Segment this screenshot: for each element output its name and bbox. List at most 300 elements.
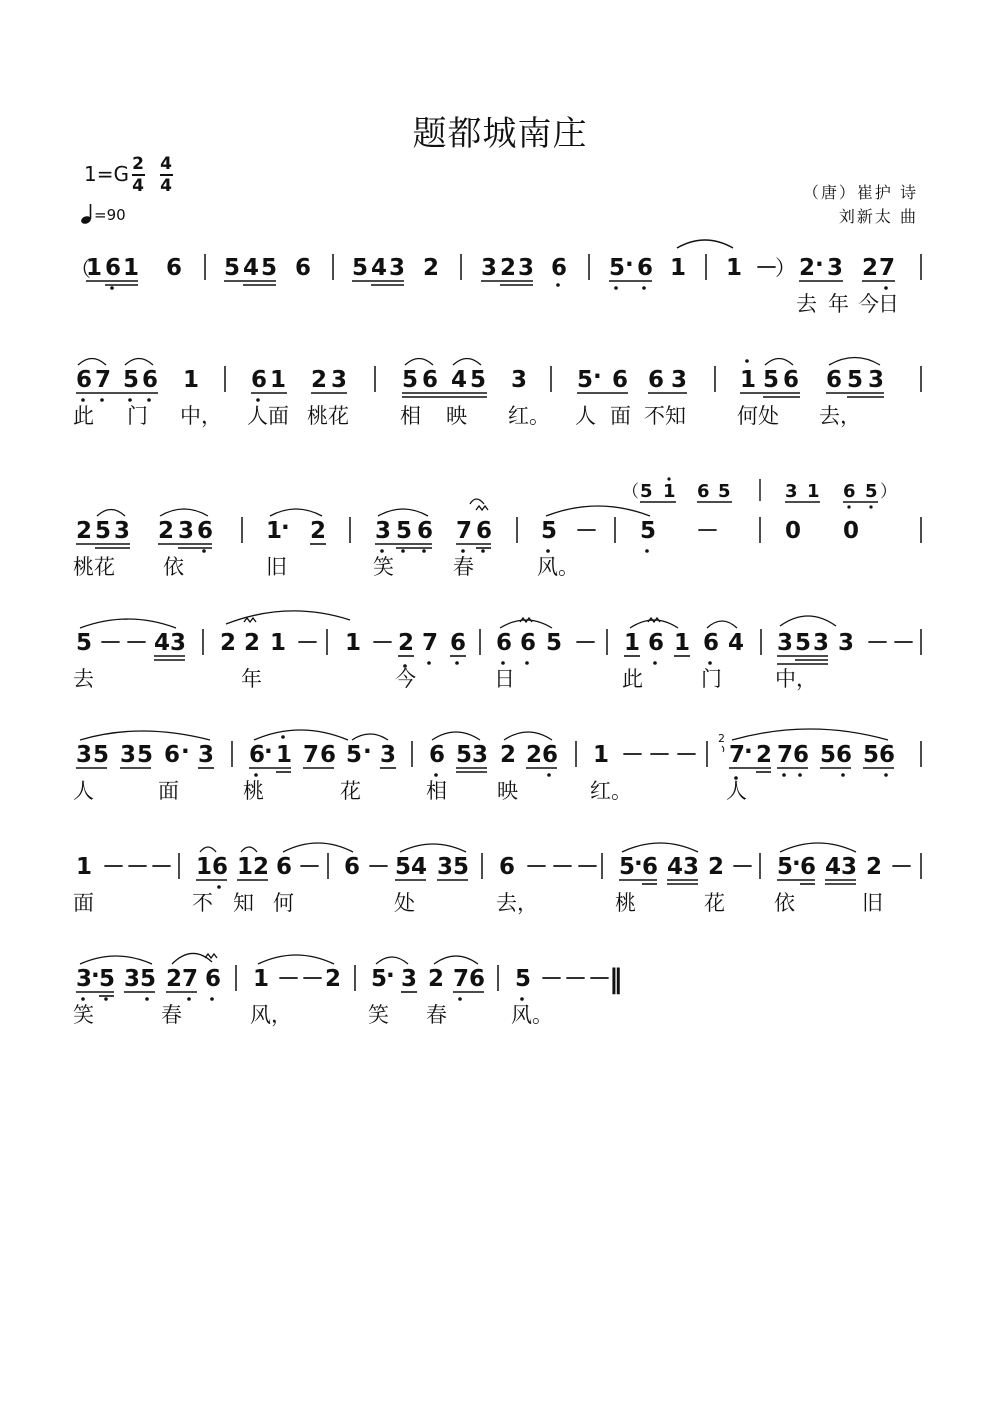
paren-close: ） <box>775 256 796 280</box>
note: 6 <box>648 630 665 656</box>
lyric: 今 <box>395 667 416 691</box>
dash: － <box>575 518 598 544</box>
dash: － <box>301 966 324 992</box>
lyric: 红。 <box>508 404 550 428</box>
note: 5 <box>346 742 363 768</box>
note: 6 <box>612 367 629 393</box>
lyric: 笑 <box>373 555 394 579</box>
dash: － <box>371 630 394 656</box>
slur <box>78 359 106 366</box>
slur <box>270 509 322 516</box>
note: 1 <box>807 481 820 502</box>
note: 5 <box>546 630 563 656</box>
time-signature-denominator: 4 <box>132 176 144 196</box>
dash: － <box>150 854 173 880</box>
low-octave-dot <box>642 286 646 290</box>
note: 7 <box>303 742 320 768</box>
lyric: 春 <box>161 1003 182 1027</box>
note: 6 <box>499 854 516 880</box>
low-octave-dot <box>128 398 132 402</box>
note: 6 <box>648 367 665 393</box>
note: 5 <box>453 854 470 880</box>
note: 6 <box>843 481 856 502</box>
note: 3 <box>481 255 498 281</box>
lyric: 日 <box>494 667 515 691</box>
paren-open: （ <box>70 257 91 281</box>
note: 2 <box>428 966 445 992</box>
low-octave-dot <box>254 773 258 777</box>
time-signature-numerator: 2 <box>132 154 144 174</box>
note: 5 <box>352 255 369 281</box>
dash: － <box>298 854 321 880</box>
slur <box>504 732 552 740</box>
slur <box>765 359 793 366</box>
lyric: 风， <box>250 1003 292 1027</box>
note: 2 <box>526 742 543 768</box>
low-octave-dot <box>546 549 550 553</box>
note: 5 <box>619 854 636 880</box>
note: 6 <box>249 742 266 768</box>
low-octave-dot <box>104 997 108 1001</box>
note: 6 <box>879 742 896 768</box>
lyric: 面 <box>73 891 94 915</box>
low-octave-dot <box>708 661 712 665</box>
note: 7 <box>456 518 473 544</box>
lyric: 红。 <box>590 779 632 803</box>
note: 1 <box>266 518 283 544</box>
low-octave-dot <box>614 286 618 290</box>
low-octave-dot <box>217 885 221 889</box>
note: 5 <box>863 742 880 768</box>
note: 6 <box>422 367 439 393</box>
mordent-icon <box>476 506 488 510</box>
dot: · <box>792 851 801 877</box>
note: 2 <box>325 966 342 992</box>
note: 4 <box>154 630 171 656</box>
note: 3 <box>511 367 528 393</box>
lyric: 去 <box>796 292 817 316</box>
dash: － <box>755 255 778 281</box>
dot: · <box>91 963 100 989</box>
note: 5 <box>95 518 112 544</box>
lyric: 人 <box>726 779 747 803</box>
note: 6 <box>637 255 654 281</box>
note: 3 <box>437 854 454 880</box>
note: 2 <box>756 742 773 768</box>
note: 3 <box>827 255 844 281</box>
note: 1 <box>86 255 103 281</box>
note: 6 <box>642 854 659 880</box>
score-line-3 <box>73 477 921 579</box>
note: 2 <box>310 518 327 544</box>
lyric: 日 <box>878 292 899 316</box>
grace-note: 2 <box>718 732 725 745</box>
lyric: 去 <box>73 667 94 691</box>
lyric: 桃 <box>243 779 264 803</box>
note: 5 <box>640 518 657 544</box>
mordent-icon <box>244 618 256 622</box>
note: 2 <box>500 255 517 281</box>
lyric: 风。 <box>537 555 579 579</box>
note: 1 <box>593 742 610 768</box>
lyric: 映 <box>446 404 467 428</box>
note: 6 <box>783 367 800 393</box>
note: 1 <box>674 630 691 656</box>
score-line-4 <box>73 611 921 692</box>
dot: · <box>593 364 602 390</box>
dot: · <box>815 252 824 278</box>
low-octave-dot <box>884 773 888 777</box>
note: 6 <box>836 742 853 768</box>
low-octave-dot <box>501 661 505 665</box>
note: 3 <box>76 742 93 768</box>
dash: － <box>866 630 889 656</box>
note: 5 <box>763 367 780 393</box>
lyric: 春 <box>426 1003 447 1027</box>
dot: · <box>744 739 753 765</box>
note: 6 <box>205 966 222 992</box>
note: 6 <box>320 742 337 768</box>
paren-close: ） <box>880 482 897 502</box>
note: 2 <box>158 518 175 544</box>
note: 5 <box>396 518 413 544</box>
key-signature: 1=G <box>84 162 129 186</box>
note: 6 <box>197 518 214 544</box>
rest: 0 <box>843 518 860 544</box>
note: 5 <box>640 481 653 502</box>
tempo-value: =90 <box>94 206 126 224</box>
low-octave-dot <box>461 549 465 553</box>
page-title: 题都城南庄 <box>412 114 588 154</box>
note: 6 <box>542 742 559 768</box>
note: 5 <box>456 742 473 768</box>
low-octave-dot <box>401 549 405 553</box>
lyric: 春 <box>453 555 474 579</box>
note: 4 <box>243 255 260 281</box>
slur <box>258 955 334 964</box>
lyric: 映 <box>497 779 518 803</box>
score-line-1 <box>70 240 921 316</box>
dot: · <box>625 252 634 278</box>
lyric: 不知 <box>644 404 686 428</box>
note: 6 <box>429 742 446 768</box>
lyric: 面 <box>610 404 631 428</box>
note: 5 <box>123 367 140 393</box>
high-octave-dot <box>281 735 285 739</box>
lyric: 笑 <box>73 1003 94 1027</box>
low-octave-dot <box>256 398 260 402</box>
note: 2 <box>398 630 415 656</box>
dash: － <box>525 854 548 880</box>
tie <box>677 240 733 248</box>
lyric: 桃花 <box>73 555 115 579</box>
note: 1 <box>670 255 687 281</box>
note: 1 <box>270 367 287 393</box>
note: 6 <box>76 367 93 393</box>
note: 5 <box>795 630 812 656</box>
note: 2 <box>862 255 879 281</box>
note: 1 <box>276 742 293 768</box>
note: 3 <box>683 854 700 880</box>
note: 4 <box>411 854 428 880</box>
note: 7 <box>182 966 199 992</box>
lyric: 笑 <box>368 1003 389 1027</box>
note: 5 <box>99 966 116 992</box>
low-octave-dot <box>380 549 384 553</box>
note: 1 <box>345 630 362 656</box>
note: 2 <box>500 742 517 768</box>
note: 1 <box>726 255 743 281</box>
note: 6 <box>800 854 817 880</box>
time-signature-denominator: 4 <box>160 176 172 196</box>
note: 1 <box>740 367 757 393</box>
score-line-5 <box>73 729 921 803</box>
note: 3 <box>401 966 418 992</box>
note: 3 <box>120 742 137 768</box>
grace-slur <box>722 746 724 752</box>
lyric: 何处 <box>737 404 779 428</box>
low-octave-dot <box>547 773 551 777</box>
low-octave-dot <box>427 661 431 665</box>
note: 7 <box>777 742 794 768</box>
note: 2 <box>708 854 725 880</box>
dash: － <box>99 630 122 656</box>
lyric: 面 <box>158 779 179 803</box>
note: 6 <box>344 854 361 880</box>
high-octave-dot <box>667 477 670 480</box>
lyric: 人面 <box>247 404 289 428</box>
note: 5 <box>577 367 594 393</box>
low-octave-dot <box>645 549 649 553</box>
dash: － <box>576 854 599 880</box>
dash: － <box>588 966 611 992</box>
note: 5 <box>718 481 731 502</box>
lyric: 何 <box>273 891 294 915</box>
tie <box>546 506 650 516</box>
note: 1 <box>624 630 641 656</box>
note: 6 <box>251 367 268 393</box>
low-octave-dot <box>455 661 459 665</box>
note: 2 <box>311 367 328 393</box>
time-signature-numerator: 4 <box>160 154 172 174</box>
low-octave-dot <box>782 773 786 777</box>
slur <box>125 359 153 366</box>
slur <box>453 359 481 366</box>
note: 5 <box>224 255 241 281</box>
lyric: 处 <box>394 891 415 915</box>
low-octave-dot <box>110 286 114 290</box>
low-octave-dot <box>556 283 560 287</box>
note: 6 <box>105 255 122 281</box>
slur <box>200 847 216 852</box>
lyric: 依 <box>163 555 184 579</box>
note: 4 <box>451 367 468 393</box>
note: 7 <box>422 630 439 656</box>
note: 5 <box>395 854 412 880</box>
note: 3 <box>375 518 392 544</box>
low-octave-dot <box>210 997 214 1001</box>
note: 6 <box>166 255 183 281</box>
lyric: 此 <box>73 404 94 428</box>
lyric: 去， <box>496 891 538 915</box>
note: 1 <box>663 481 676 502</box>
low-octave-dot <box>145 997 149 1001</box>
note: 6 <box>697 481 710 502</box>
slur <box>707 621 737 628</box>
lyric: 门 <box>701 667 722 691</box>
note: 2 <box>253 854 270 880</box>
note: 7 <box>453 966 470 992</box>
note: 3 <box>841 854 858 880</box>
note: 5 <box>470 367 487 393</box>
dash: － <box>696 518 719 544</box>
low-octave-dot <box>869 505 872 508</box>
note: 6 <box>551 255 568 281</box>
lyric: 风。 <box>511 1003 553 1027</box>
score-line-7 <box>73 953 623 1028</box>
dash: － <box>551 854 574 880</box>
note: 3 <box>518 255 535 281</box>
slur <box>732 729 888 740</box>
lyric: 知 <box>233 891 254 915</box>
low-octave-dot <box>202 549 206 553</box>
dash: － <box>892 630 915 656</box>
note: 6 <box>496 630 513 656</box>
rest: 0 <box>785 518 802 544</box>
lyric: 门 <box>127 404 148 428</box>
lyric: 花 <box>340 779 361 803</box>
dash: － <box>574 630 597 656</box>
low-octave-dot <box>847 505 850 508</box>
lyric: 依 <box>774 891 795 915</box>
slur <box>172 953 212 964</box>
note: 3 <box>389 255 406 281</box>
low-octave-dot <box>841 773 845 777</box>
lyric: 此 <box>622 667 643 691</box>
note: 4 <box>825 854 842 880</box>
note: 5 <box>137 742 154 768</box>
paren-open: （ <box>622 482 639 502</box>
slur <box>432 732 480 740</box>
note: 6 <box>276 854 293 880</box>
note: 2 <box>799 255 816 281</box>
slur <box>160 509 208 516</box>
note: 2 <box>423 255 440 281</box>
tie <box>283 843 353 852</box>
note: 6 <box>417 518 434 544</box>
note: 6 <box>476 518 493 544</box>
slur <box>434 956 478 964</box>
dot: · <box>181 739 190 765</box>
note: 7 <box>879 255 896 281</box>
slur <box>405 359 433 366</box>
low-octave-dot <box>434 773 438 777</box>
lyricist-credit: （唐）崔护 诗 <box>802 183 918 202</box>
dash: － <box>731 854 754 880</box>
dash: － <box>540 966 563 992</box>
note: 3 <box>785 481 798 502</box>
note: 4 <box>667 854 684 880</box>
slur <box>780 616 836 626</box>
lyric: 中， <box>775 667 817 691</box>
note: 3 <box>76 966 93 992</box>
note: 5 <box>76 630 93 656</box>
score-line-6 <box>73 843 921 916</box>
score-line-2 <box>73 358 921 430</box>
note: 5 <box>847 367 864 393</box>
note: 1 <box>196 854 213 880</box>
note: 6 <box>793 742 810 768</box>
note: 5 <box>865 481 878 502</box>
note: 3 <box>198 742 215 768</box>
lyric: 桃 <box>615 891 636 915</box>
dash: － <box>564 966 587 992</box>
dash: － <box>621 742 644 768</box>
note: 4 <box>371 255 388 281</box>
dash: － <box>648 742 671 768</box>
note: 3 <box>170 630 187 656</box>
low-octave-dot <box>798 773 802 777</box>
note: 3 <box>777 630 794 656</box>
slur <box>80 731 210 740</box>
note: 5 <box>541 518 558 544</box>
note: 1 <box>270 630 287 656</box>
note: 3 <box>868 367 885 393</box>
note: 3 <box>472 742 489 768</box>
note: 5 <box>371 966 388 992</box>
lyric: 花 <box>704 891 725 915</box>
slur <box>241 847 257 852</box>
note: 1 <box>76 854 93 880</box>
note: 6 <box>450 630 467 656</box>
composer-credit: 刘新太 曲 <box>838 207 918 226</box>
note: 6 <box>703 630 720 656</box>
dash: － <box>890 854 913 880</box>
note: 3 <box>671 367 688 393</box>
low-octave-dot <box>147 398 151 402</box>
note: 2 <box>166 966 183 992</box>
note: 5 <box>820 742 837 768</box>
dash: － <box>367 854 390 880</box>
lyric: 相 <box>426 779 447 803</box>
lyric: 桃花 <box>307 404 349 428</box>
slur <box>400 844 466 852</box>
dash: － <box>277 966 300 992</box>
low-octave-dot <box>81 997 85 1001</box>
low-octave-dot <box>884 286 888 290</box>
low-octave-dot <box>422 549 426 553</box>
lyric: 去， <box>819 404 861 428</box>
slur <box>80 619 176 628</box>
note: 5 <box>140 966 157 992</box>
note: 2 <box>220 630 237 656</box>
note: 3 <box>331 367 348 393</box>
lyric: 今 <box>858 292 879 316</box>
dot: · <box>363 739 372 765</box>
dot: · <box>281 515 290 541</box>
note: 1 <box>253 966 270 992</box>
low-octave-dot <box>520 997 524 1001</box>
turn-ornament-icon <box>470 499 484 504</box>
note: 6 <box>469 966 486 992</box>
dash: － <box>126 854 149 880</box>
low-octave-dot <box>458 997 462 1001</box>
note: 4 <box>728 630 745 656</box>
low-octave-dot <box>653 661 657 665</box>
note: 6 <box>826 367 843 393</box>
note: 1 <box>123 255 140 281</box>
dash: － <box>102 854 125 880</box>
